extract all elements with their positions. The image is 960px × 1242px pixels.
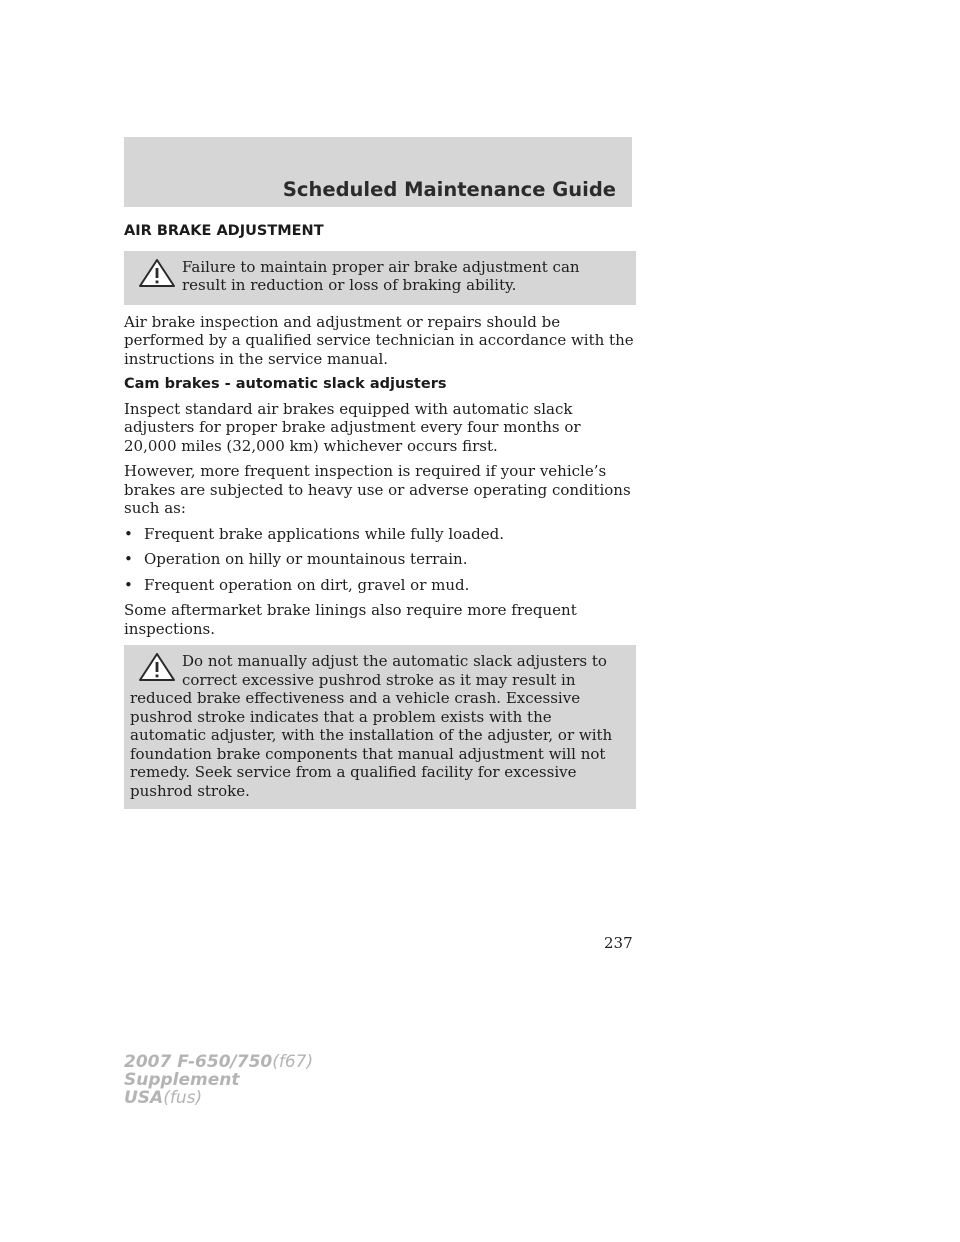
bullet-icon: • xyxy=(124,575,133,594)
page-content xyxy=(124,222,636,817)
footer-code: (fus) xyxy=(163,1088,203,1108)
list-item xyxy=(124,550,636,569)
list-item xyxy=(124,576,636,595)
bullet-icon: • xyxy=(124,524,133,543)
footer-line xyxy=(124,1053,313,1071)
warning-box xyxy=(124,251,636,305)
bullet-list xyxy=(124,525,636,595)
list-item-text: Frequent brake applications while fully loaded. xyxy=(144,524,504,543)
subheading: Cam brakes - automatic slack adjusters xyxy=(124,376,447,392)
warning-text: Do not manually adjust the automatic slack adjusters to correct excessive pushrod stroke as it may result in reduced brake effectiveness and a vehicle crash. Excessive pushrod stroke indicates that a problem exists with the automatic adjuster, with the installation of the adjuster, or with foundation brake components that manual adjustment will not remedy. Seek service from a qualified facility for excessive pushrod stroke. xyxy=(130,652,613,800)
list-item-text: Operation on hilly or mountainous terrain. xyxy=(144,550,468,568)
bullet-icon: • xyxy=(124,550,133,568)
paragraph: However, more frequent inspection is required if your vehicle’s brakes are subjected to heavy use or adverse operating conditions such as: xyxy=(124,462,631,517)
page-number: 237 xyxy=(604,934,633,952)
footer-model: 2007 F-650/750 xyxy=(124,1052,273,1072)
footer-region: USA xyxy=(124,1088,164,1108)
section-heading: AIR BRAKE ADJUSTMENT xyxy=(124,223,324,239)
paragraph: Air brake inspection and adjustment or repairs should be performed by a qualified service technician in accordance with the instructions in the service manual. xyxy=(124,312,634,368)
paragraph: Inspect standard air brakes equipped with automatic slack adjusters for proper brake adjustment every four months or 20,000 miles (32,000 km) whichever occurs first. xyxy=(124,399,581,455)
warning-text: Failure to maintain proper air brake adjustment can result in reduction or loss of braking ability. xyxy=(182,257,580,294)
warning-triangle-icon xyxy=(138,258,176,288)
footer-line xyxy=(124,1071,313,1089)
document-footer xyxy=(124,1053,313,1107)
paragraph: Some aftermarket brake linings also require more frequent inspections. xyxy=(124,601,577,638)
warning-box xyxy=(124,645,636,809)
list-item xyxy=(124,525,636,544)
header-band xyxy=(124,137,632,207)
footer-edition: Supplement xyxy=(124,1070,240,1090)
footer-line xyxy=(124,1089,313,1107)
list-item-text: Frequent operation on dirt, gravel or mud. xyxy=(144,575,470,594)
page-title: Scheduled Maintenance Guide xyxy=(282,178,616,201)
warning-triangle-icon xyxy=(138,652,176,682)
footer-code: (f67) xyxy=(272,1052,314,1072)
